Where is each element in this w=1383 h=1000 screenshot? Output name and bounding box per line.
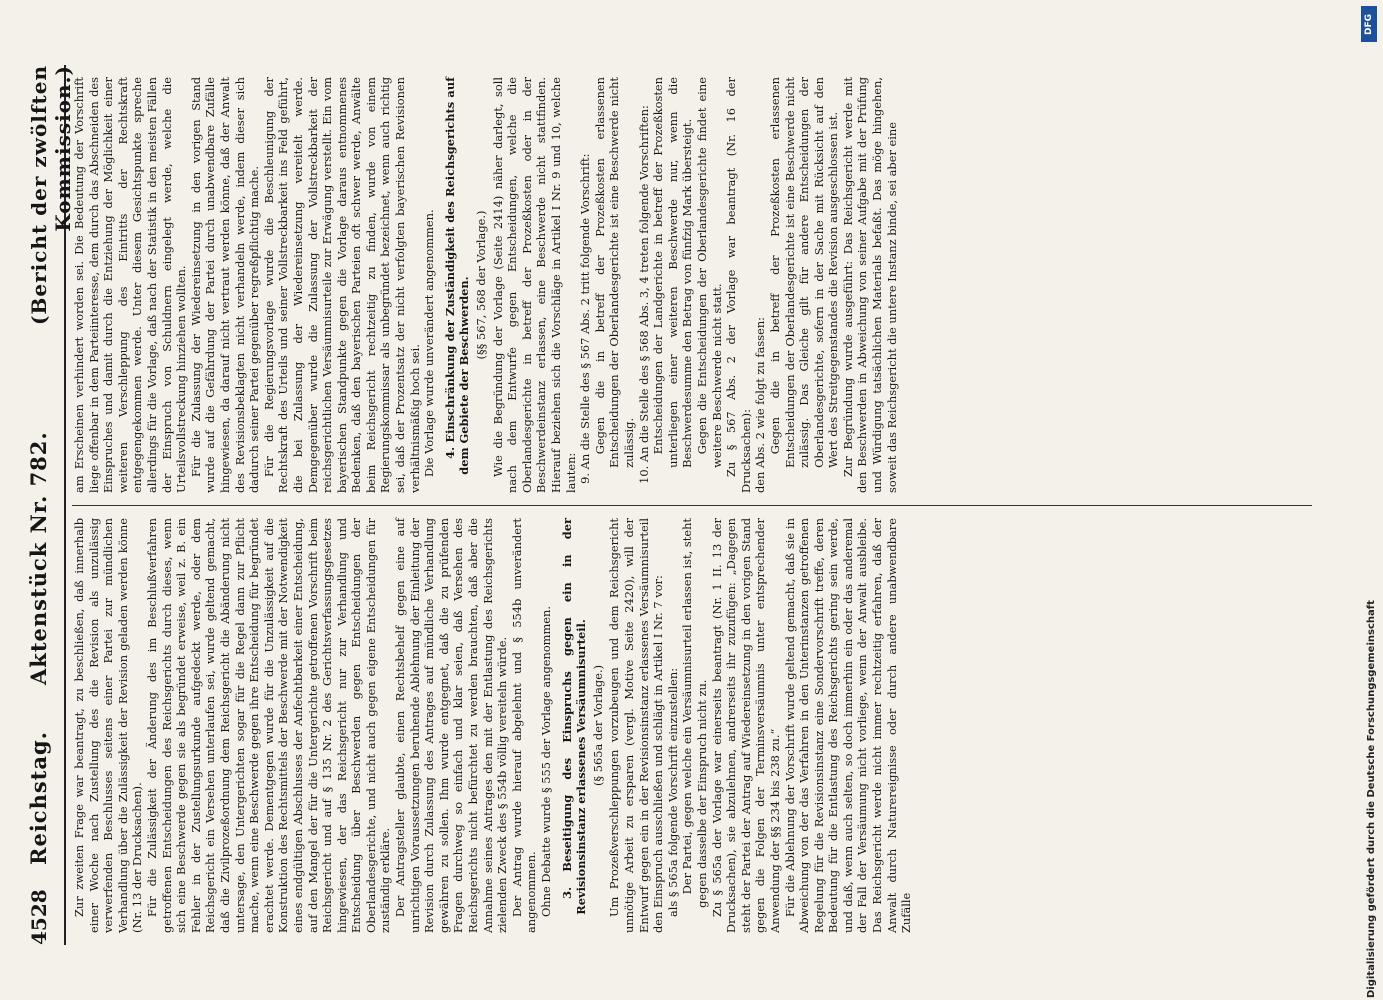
quoted-provision: Entscheidungen der Landgerichte in betreff der Prozeßkosten unterliegen einer weiteren Beschwerde nur, wenn die Beschwerdesumme den Betrag von fünfzig Mark übersteigt. [651,77,695,468]
paragraph: Um Prozeßverschleppungen vorzubeugen und dem Reichsgericht unnötige Arbeit zu ersparen (vergl. Motive Seite 2420), will der Entwurf gegen ein in der Revisionsinstanz erlassenes Versäumnisurteil den Einspruch ausschließen und schlägt in Artikel I Nr. 7 vor: [607,518,666,933]
paragraph: Wie die Begründung der Vorlage (Seite 2414) näher darlegt, soll nach dem Entwurfe gegen Entscheidungen, welche die Oberlandesgerichte in betreff der Prozeßkosten oder in der Beschwerdeinstanz erlassen, eine Beschwerde nicht stattfinden. Hierauf beziehen sich die Vorschläge in Artikel I Nr. 9 und 10, welche lauten: [490,77,578,493]
quoted-provision: Der Partei, gegen welche ein Versäumnisurteil erlassen ist, steht gegen dasselbe der Einspruch nicht zu. [680,518,709,908]
paragraph: Für die Zulassung der Wiedereinsetzung in den vorigen Stand wurde auf die Gefährdung der Partei durch unabwendbare Zufälle hingewiesen, da darauf nicht vertraut werden könne, daß der Anwalt des Revisionsbeklagten nicht verhandeln werde, indem dieser sich dadurch seiner Partei gegenüber regreßpflichtig mache. [188,77,262,493]
section-reference: (§ 565a der Vorlage.) [590,664,605,787]
digitization-sidebar [1361,6,1377,998]
paragraph: am Erscheinen verhindert worden sei. Die Bedeutung der Vorschrift liege offenbar in dem Parteiinteresse, dem durch das Abschneiden des Einspruches und damit durch die Entziehung der Möglichkeit einer weiteren Verschleppung des Eintritts der Rechtskraft entgegengekommen werde. Unter diesem Gesichtspunkte spreche allerdings für die Vorlage, daß nach der Statistik in den meisten Fällen der Einspruch von Schuldnern eingelegt werde, welche die Urteilsvollstreckung hinziehen wollten. [72,77,189,493]
paragraph: den Abs. 2 wie folgt zu fassen: [753,317,768,493]
section-title: 3. Beseitigung des Einspruchs gegen ein in der Revisionsinstanz erlassenes Versäumnisurteil. [559,518,589,915]
page-number: 4528 [27,889,51,945]
paragraph: Die Vorlage wurde unverändert angenommen. [422,209,437,478]
right-column [72,65,1312,505]
digitization-credit: Digitalisierung gefördert durch die Deutsche Forschungsgemeinschaft [1366,600,1377,998]
paragraph: Ohne Debatte wurde § 555 der Vorlage angenommen. [539,606,553,918]
paragraph: Für die Zulässigkeit der Änderung des im Beschlußverfahren getroffenen Entscheidungen des Reichsgerichts durch dieses, wenn sich eine Beschwerde gegen sie als begründet erweise, weil z. B. ein Fehler in der Zustellungsurkunde aufgedeckt werde, oder dem Reichsgericht ein Versehen unterlaufen sei, wurde geltend gemacht, daß die Zivilprozeßordnung dem Reichsgericht die Abänderung nicht untersage, den Untergerichten sogar für die Regel dann zur Pflicht mache, wenn eine Beschwerde gegen ihre Entscheidung für begründet erachtet werde. Dementgegen wurde für die Unzulässigkeit auf die Konstruktion des Rechtsmittels der Beschwerde mit der Notwendigkeit eines endgültigen Abschlusses der Anfechtbarkeit einer Entscheidung, auf den Mangel der für die Untergerichte getroffenen Vorschrift beim Reichsgericht und auf § 135 Nr. 2 des Gerichtsverfassungsgesetzes hingewiesen, der das Reichsgericht nur zur Verhandlung und Entscheidung über Beschwerden gegen Entscheidungen der Oberlandesgerichte, und nicht auch gegen eigene Entscheidungen für zuständig erkläre. [144,518,393,933]
paragraph: Für die Regierungsvorlage wurde die Beschleunigung der Rechtskraft des Urteils und seiner Vollstreckbarkeit ins Feld geführt, die bei Zulassung der Wiedereinsetzung vereitelt werde. Demgegenüber wurde die Zulassung der Vollstreckbarkeit der reichsgerichtlichen Versäumnisurteile zur Erwägung verstellt. Ein vom bayerischen Standpunkte gegen die Vorlage daraus entnommenes Bedenken, daß den bayerischen Parteien oft schwer werde, Anwälte beim Reichsgericht rechtzeitig zu finden, wurde von einem Regierungskommissar als unbegründet bezeichnet, wenn auch richtig sei, daß der Prozentsatz der nicht verfolgten bayerischen Revisionen verhältnismäßig hoch sei. [261,77,422,493]
quoted-provision: Gegen die in betreff der Prozeßkosten erlassenen Entscheidungen der Oberlandesgerichte ist eine Beschwerde nicht zulässig. [592,77,636,468]
header-left: Reichstag. [26,731,51,865]
paragraph: Der Antragsteller glaubte, einen Rechtsbehelf gegen eine auf unrichtigen Voraussetzungen beruhende Ablehnung der Einleitung der Revision durch Zulassung des Antrages auf mündliche Verhandlung gewähren zu sollen. Ihm wurde entgegnet, daß die zu prüfenden Fragen durchweg so einfach und klar seien, daß Versehen des Reichsgerichts nicht befürchtet zu werden brauchten, daß aber die Annahme seines Antrages den mit der Entlastung des Reichsgerichts zielenden Zweck des § 554b völlig vereiteln würde. [393,518,510,933]
paragraph: Zu § 565a der Vorlage war einerseits beantragt (Nr. 1 II. 13 der Drucksachen), sie abzulehnen, andrerseits ihr zuzufügen: „Dagegen steht der Partei der Antrag auf Wiedereinsetzung in den vorigen Stand gegen die Folgen der Terminsversäumnis unter entsprechender Anwendung der §§ 234 bis 238 zu.“ [709,518,782,933]
paragraph: Zur zweiten Frage war beantragt, zu beschließen, daß innerhalb einer Woche nach Zustellung des die Revision als unzulässig verwerfenden Beschlusses seitens einer Partei zur mündlichen Verhandlung über die Zulässigkeit der Revision geladen werden könne (Nr. 13 der Drucksachen). [72,518,145,933]
header-right: (Bericht der zwölften Kommission.) [27,65,75,325]
left-column [72,505,1312,945]
quoted-provision: Gegen die in betreff der Prozeßkosten erlassenen Entscheidungen der Oberlandesgerichte ist eine Beschwerde nicht zulässig. Das Gleiche gilt für andere Entscheidungen der Oberlandesgerichte, sofern in der Sache mit Rücksicht auf den Wert des Streitgegenstandes die Revision ausgeschlossen ist. [767,77,841,468]
paragraph: Zur Begründung wurde ausgeführt: Das Reichsgericht werde mit den Beschwerden in Abweichung von seiner Aufgabe mit der Prüfung und Würdigung tatsächlichen Materials befaßt. Das möge hingehen, soweit das Reichsgericht die untere Instanz binde, sei aber eine [840,77,899,493]
text-columns [72,65,1312,945]
paragraph: Für die Ablehnung der Vorschrift wurde geltend gemacht, daß sie in Abweichung von der das Verfahren in den Unterinstanzen getroffenen Regelung für die Revisionsinstanz eine Sondervorschrift treffe, deren Bedeutung für die Entlastung des Reichsgerichts gering sein werde, und daß, wenn auch selten, so doch immerhin ein oder das anderemal der Fall der Versäumung nicht vorliege, wenn der Anwalt ausbleibe. Das Reichsgericht werde nicht immer rechtzeitig erfahren, daß der Anwalt durch Naturereignisse oder durch andere unabwendbare Zufälle [782,518,914,933]
list-item: 10. An die Stelle des § 568 Abs. 3, 4 treten folgende Vorschriften: [636,105,651,484]
list-item: 9. An die Stelle des § 567 Abs. 2 tritt folgende Vorschrift: [578,153,593,484]
section-title: 4. Einschränkung der Zuständigkeit des Reichsgerichts auf dem Gebiete der Beschwerden. [442,77,472,475]
paragraph: Der Antrag wurde hierauf abgelehnt und § 554b unverändert angenommen. [509,518,539,933]
header-middle: Aktenstück Nr. 782. [26,431,51,685]
rotated-page [20,55,1330,955]
dfg-logo: DFG [1361,6,1377,42]
section-reference: (§§ 567, 568 der Vorlage.) [474,210,489,360]
paragraph: als § 565a folgende Vorschrift einzustellen: [665,667,680,918]
paragraph: Zu § 567 Abs. 2 der Vorlage war beantragt (Nr. 16 der Drucksachen): [724,77,753,493]
quoted-provision: Gegen die Entscheidungen der Oberlandesgerichte findet eine weitere Beschwerde nicht statt. [694,77,724,468]
page-header [26,65,75,945]
